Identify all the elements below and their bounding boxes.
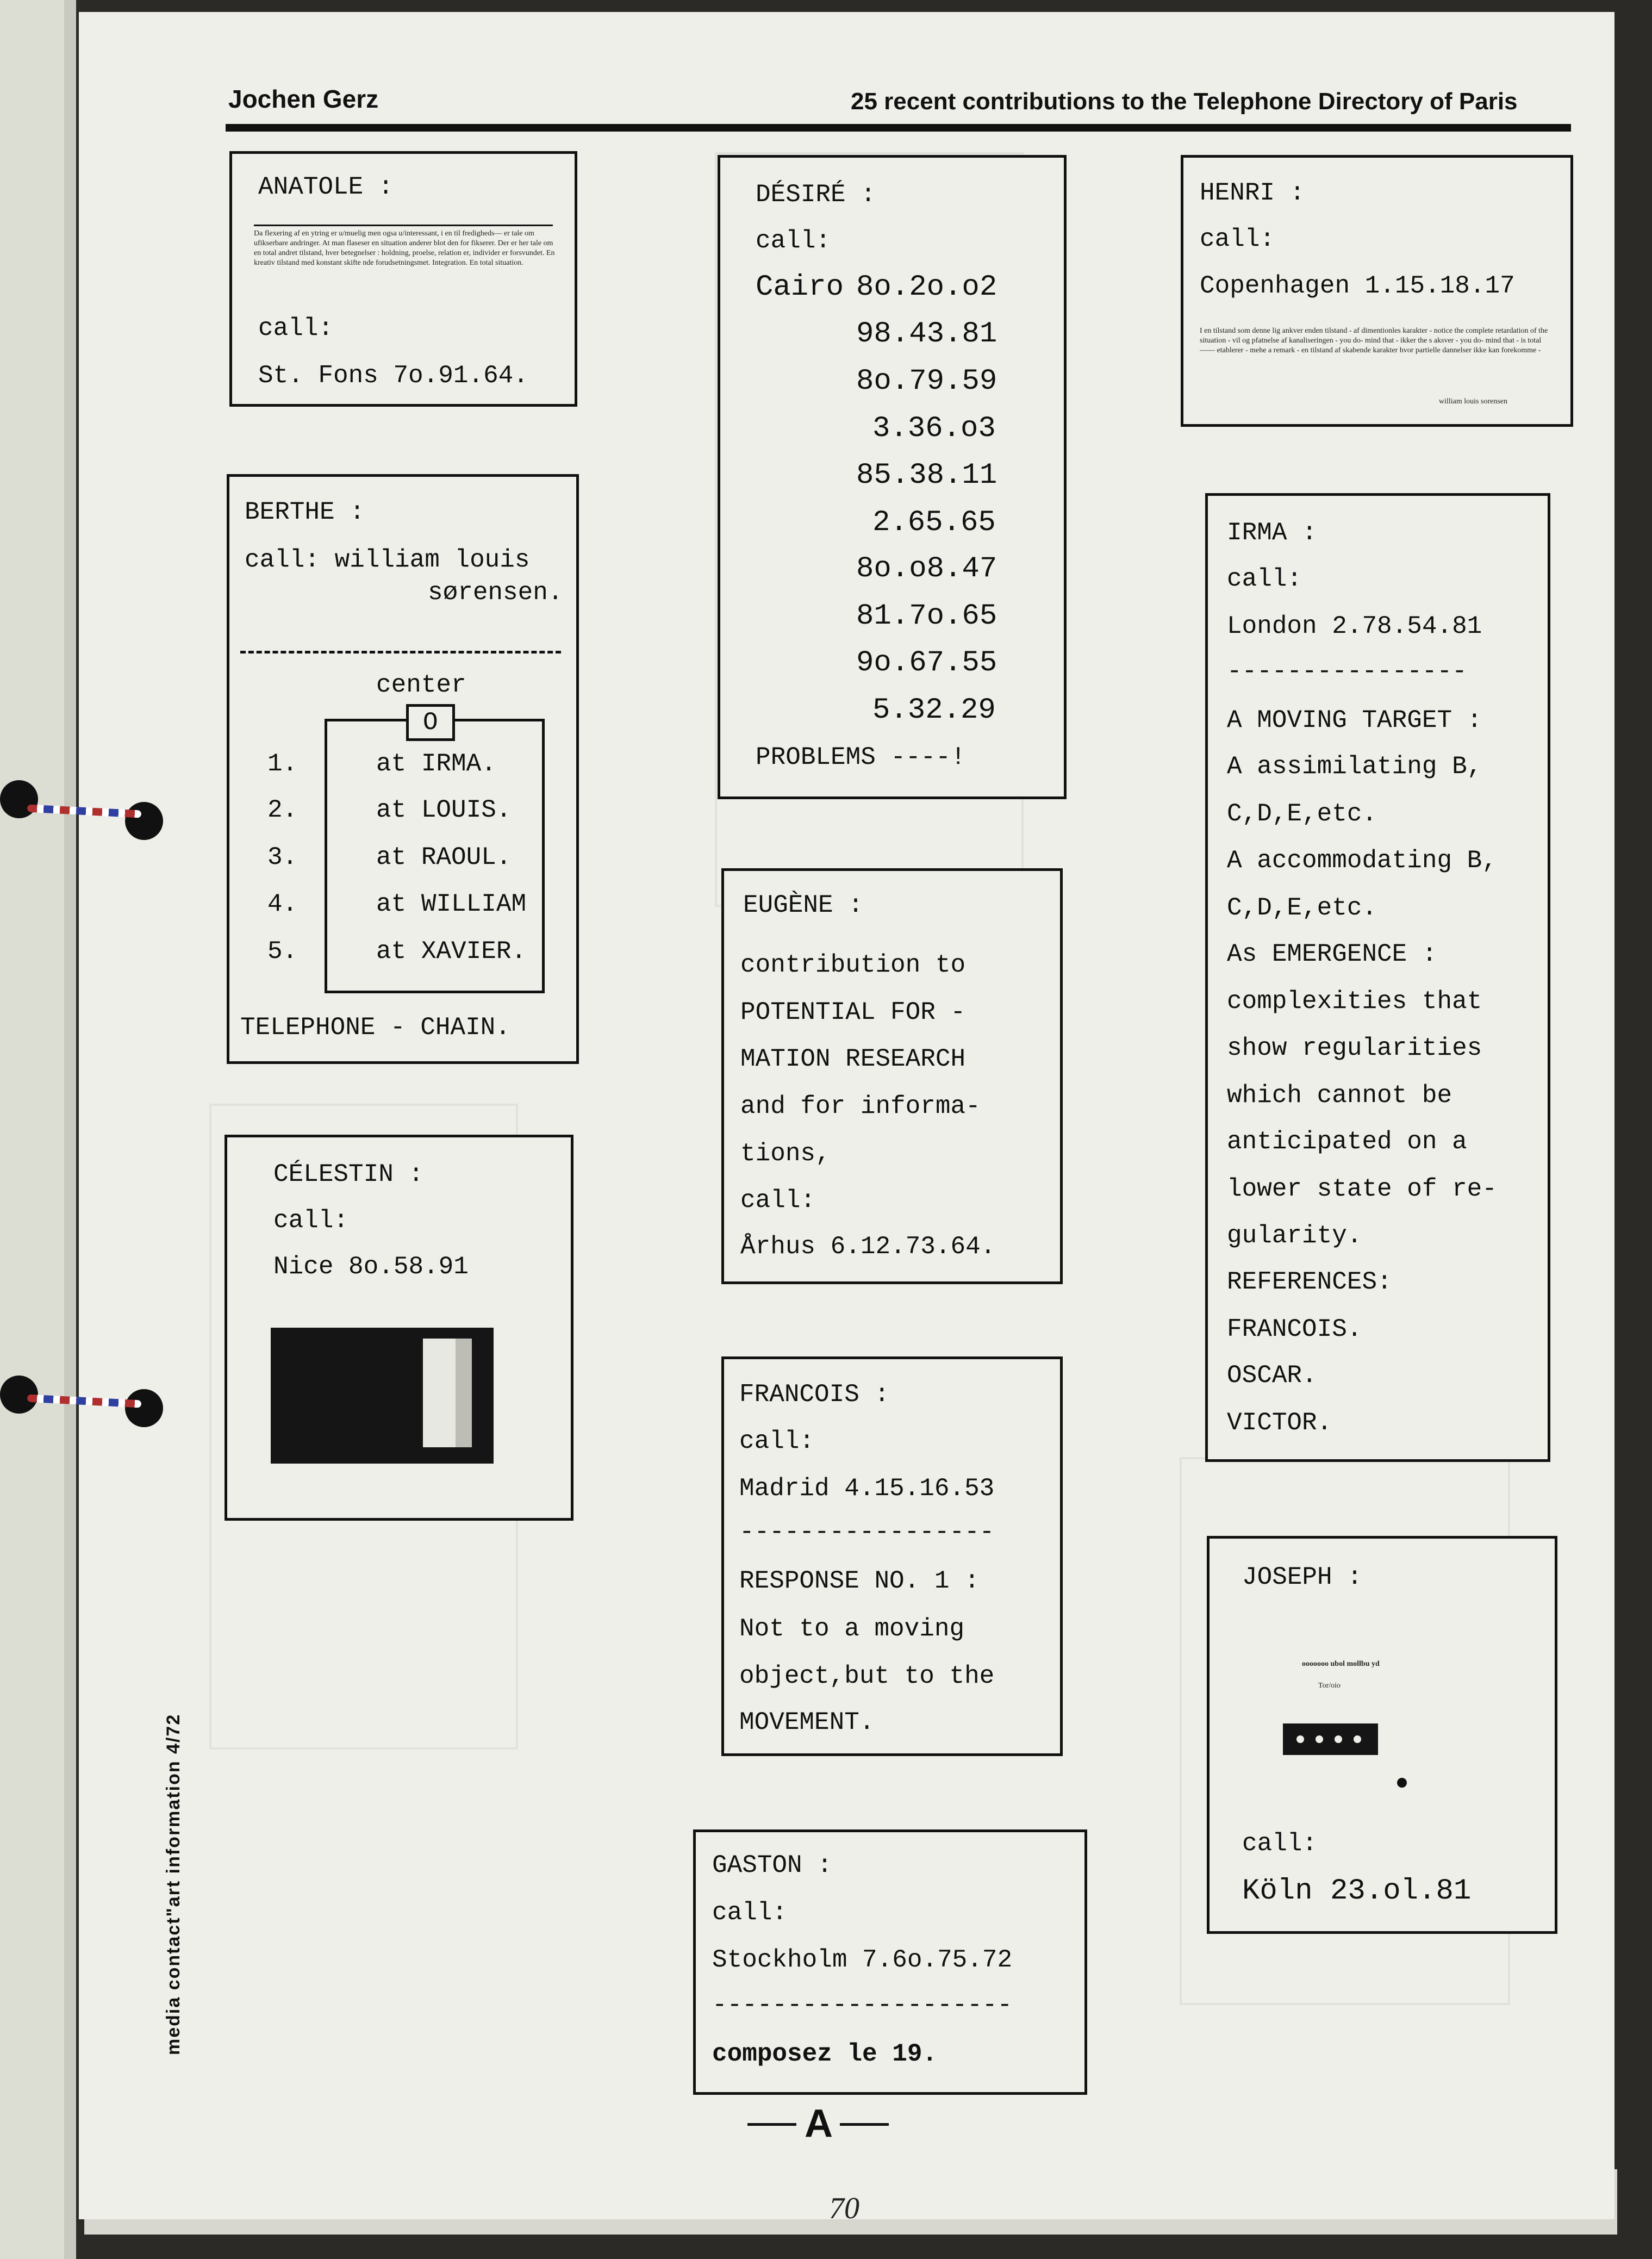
desire-call: call:: [756, 227, 831, 255]
irma-dashes: ----------------: [1227, 657, 1467, 686]
anatole-number: St. Fons 7o.91.64.: [258, 362, 528, 390]
entry-francois: [721, 1356, 1063, 1756]
joseph-telephone-picture: [1283, 1723, 1378, 1755]
irma-line-16: VICTOR.: [1227, 1409, 1332, 1437]
desire-number-9: 9o.67.55: [856, 646, 998, 680]
francois-call: call:: [739, 1427, 815, 1455]
binder-edge: [64, 0, 76, 2259]
gaston-dashes: --------------------: [712, 1991, 1013, 2019]
berthe-chain-1-text: at IRMA.: [376, 750, 496, 778]
berthe-center-label: center: [376, 671, 466, 699]
irma-line-10: anticipated on a: [1227, 1128, 1467, 1156]
entry-gaston: [693, 1829, 1087, 2095]
berthe-chain-line-bottom: [325, 991, 545, 993]
berthe-chain-5-num: 5.: [267, 937, 298, 966]
joseph-small-line-1: ooooooo ubol mollbu yd: [1302, 1660, 1380, 1668]
entry-anatole: [229, 151, 577, 407]
page-letter-rule-right: [840, 2123, 889, 2126]
francois-response: RESPONSE NO. 1 :: [739, 1567, 980, 1595]
header-title: 25 recent contributions to the Telephone Directory of Paris: [851, 88, 1518, 115]
entry-joseph: [1207, 1536, 1557, 1934]
irma-call: call:: [1227, 565, 1302, 593]
entry-irma: [1205, 493, 1550, 1462]
berthe-chain-line-left: [325, 719, 327, 991]
berthe-chain-line-top-right: [452, 719, 542, 721]
header-rule: [226, 124, 1571, 132]
irma-line-12: gularity.: [1227, 1222, 1362, 1250]
gaston-footer: composez le 19.: [712, 2040, 938, 2068]
irma-line-4: A accommodating B,: [1227, 847, 1497, 875]
entry-berthe: [227, 474, 579, 1064]
henri-name: HENRI :: [1200, 179, 1305, 207]
joseph-small-line-2: Tor/oio: [1318, 1682, 1341, 1690]
anatole-call: call:: [258, 314, 334, 343]
desire-number-7: 8o.o8.47: [856, 552, 998, 586]
desire-number-3: 8o.79.59: [856, 365, 998, 398]
irma-line-9: which cannot be: [1227, 1081, 1452, 1110]
anatole-name: ANATOLE :: [258, 173, 394, 201]
joseph-number: Köln 23.ol.81: [1242, 1875, 1472, 1908]
irma-line-5: C,D,E,etc.: [1227, 894, 1377, 922]
francois-name: FRANCOIS :: [739, 1380, 890, 1409]
berthe-chain-1-num: 1.: [267, 750, 298, 778]
desire-name: DÉSIRÉ :: [756, 181, 876, 209]
irma-line-7: complexities that: [1227, 987, 1482, 1016]
anatole-rule: [254, 225, 553, 226]
celestin-telephone-picture: [271, 1328, 494, 1464]
desire-city: Cairo: [756, 271, 844, 304]
joseph-picture-dot: [1354, 1735, 1361, 1743]
irma-line-6: As EMERGENCE :: [1227, 940, 1437, 968]
desire-number-6: 2.65.65: [872, 506, 996, 539]
berthe-chain-2-num: 2.: [267, 796, 298, 824]
francois-line-1: Not to a moving: [739, 1615, 965, 1643]
francois-line-2: object,but to the: [739, 1662, 995, 1690]
irma-line-8: show regularities: [1227, 1034, 1482, 1062]
berthe-rule: [240, 651, 561, 654]
joseph-picture-dot: [1296, 1735, 1304, 1743]
berthe-center-box: [406, 704, 455, 741]
henri-signature: william louis sorensen: [1439, 397, 1507, 406]
side-vertical-text: media contact"art information 4/72: [163, 1713, 184, 2055]
desire-problems: PROBLEMS ----!: [756, 743, 966, 771]
celestin-name: CÉLESTIN :: [273, 1160, 424, 1188]
celestin-call: call:: [273, 1206, 349, 1235]
binder-hole-top-left: [0, 780, 38, 818]
gaston-call: call:: [712, 1899, 788, 1927]
handwritten-page-number: 70: [829, 2192, 859, 2225]
joseph-picture-dot: [1316, 1735, 1323, 1743]
desire-number-5: 85.38.11: [856, 459, 998, 492]
irma-name: IRMA :: [1227, 519, 1317, 547]
eugene-name: EUGÈNE :: [743, 891, 863, 919]
berthe-chain-4-text: at WILLIAM: [376, 890, 527, 918]
francois-dashes: -----------------: [739, 1518, 995, 1546]
irma-line-15: OSCAR.: [1227, 1361, 1317, 1390]
irma-number: London 2.78.54.81: [1227, 612, 1482, 640]
henri-number: Copenhagen 1.15.18.17: [1200, 272, 1515, 300]
desire-number-1: 8o.2o.o2: [856, 271, 998, 304]
entry-celestin: [225, 1135, 573, 1521]
entry-henri: [1181, 155, 1573, 427]
celestin-picture-label-tab: [456, 1339, 472, 1447]
irma-line-11: lower state of re-: [1227, 1175, 1497, 1203]
berthe-call-line2: sørensen.: [428, 578, 563, 607]
henri-small-text: I en tilstand som denne lig ankver enden tilstand - af dimentionles karakter - notice the complete retardation of the situation - vil og pfatnelse af kanaliseringen - you do- mind that - ikker the s aksver - you do- mind that - is total —— etablerer - mehe a remark - en tilstand af skabende karakter hvor partielle dannelser ikke kan forekomme -: [1200, 327, 1548, 354]
berthe-chain-line-top-left: [325, 719, 406, 721]
desire-number-8: 81.7o.65: [856, 600, 998, 633]
eugene-line-1: contribution to: [740, 951, 966, 979]
binder-hole-bottom-right: [125, 1389, 163, 1427]
irma-line-13: REFERENCES:: [1227, 1268, 1392, 1296]
berthe-chain-5-text: at XAVIER.: [376, 937, 527, 966]
page-letter: A: [805, 2102, 833, 2145]
eugene-line-3: MATION RESEARCH: [740, 1045, 966, 1073]
eugene-line-6: call:: [740, 1186, 816, 1215]
irma-line-2: A assimilating B,: [1227, 752, 1482, 781]
joseph-picture-dot: [1335, 1735, 1342, 1743]
eugene-line-4: and for informa-: [740, 1092, 981, 1121]
irma-line-3: C,D,E,etc.: [1227, 800, 1377, 828]
berthe-chain-2-text: at LOUIS.: [376, 796, 512, 824]
desire-number-4: 3.36.o3: [872, 412, 996, 445]
irma-line-1: A MOVING TARGET :: [1227, 706, 1482, 735]
berthe-center-box-label: O: [423, 708, 438, 737]
gaston-name: GASTON :: [712, 1851, 832, 1880]
francois-number: Madrid 4.15.16.53: [739, 1474, 995, 1503]
henri-call: call:: [1200, 225, 1275, 253]
berthe-name: BERTHE :: [245, 498, 365, 526]
desire-number-10: 5.32.29: [872, 694, 996, 727]
header-author: Jochen Gerz: [228, 85, 379, 113]
joseph-picture-bullet: [1397, 1778, 1407, 1788]
joseph-call: call:: [1242, 1829, 1318, 1858]
celestin-number: Nice 8o.58.91: [273, 1253, 469, 1281]
berthe-footer: TELEPHONE - CHAIN.: [240, 1013, 510, 1042]
francois-line-3: MOVEMENT.: [739, 1708, 875, 1737]
berthe-chain-3-text: at RAOUL.: [376, 843, 512, 872]
berthe-call-line1: call: william louis: [245, 546, 530, 574]
anatole-small-text: Da flexering af en ytring er u/muelig men ogsa u/interessant, i en til fredigheds— er tale om ufikserbare andringer. At man flaseser en situation anderer blot den for fikserer. Der er her tale om en total andret tilstand, hver betegnelser : holdning, proelse, relation er, individer er forsvundet. En kreativ tilstand med konstant skifte nde forudsetningsmet. Integration. En total situation.: [254, 229, 555, 267]
celestin-picture-label-strip: [423, 1339, 456, 1447]
eugene-line-5: tions,: [740, 1140, 831, 1168]
entry-desire: [718, 155, 1067, 799]
page-letter-rule-left: [747, 2123, 796, 2126]
berthe-chain-4-num: 4.: [267, 890, 298, 918]
berthe-chain-3-num: 3.: [267, 843, 298, 872]
entry-eugene: [721, 868, 1063, 1284]
eugene-line-7: Århus 6.12.73.64.: [740, 1233, 996, 1261]
gaston-number: Stockholm 7.6o.75.72: [712, 1946, 1013, 1974]
eugene-line-2: POTENTIAL FOR -: [740, 998, 966, 1026]
berthe-chain-line-right: [542, 719, 545, 993]
joseph-name: JOSEPH :: [1242, 1563, 1362, 1591]
irma-line-14: FRANCOIS.: [1227, 1315, 1362, 1343]
binder-hole-top-right: [125, 802, 163, 840]
desire-number-2: 98.43.81: [856, 318, 998, 351]
